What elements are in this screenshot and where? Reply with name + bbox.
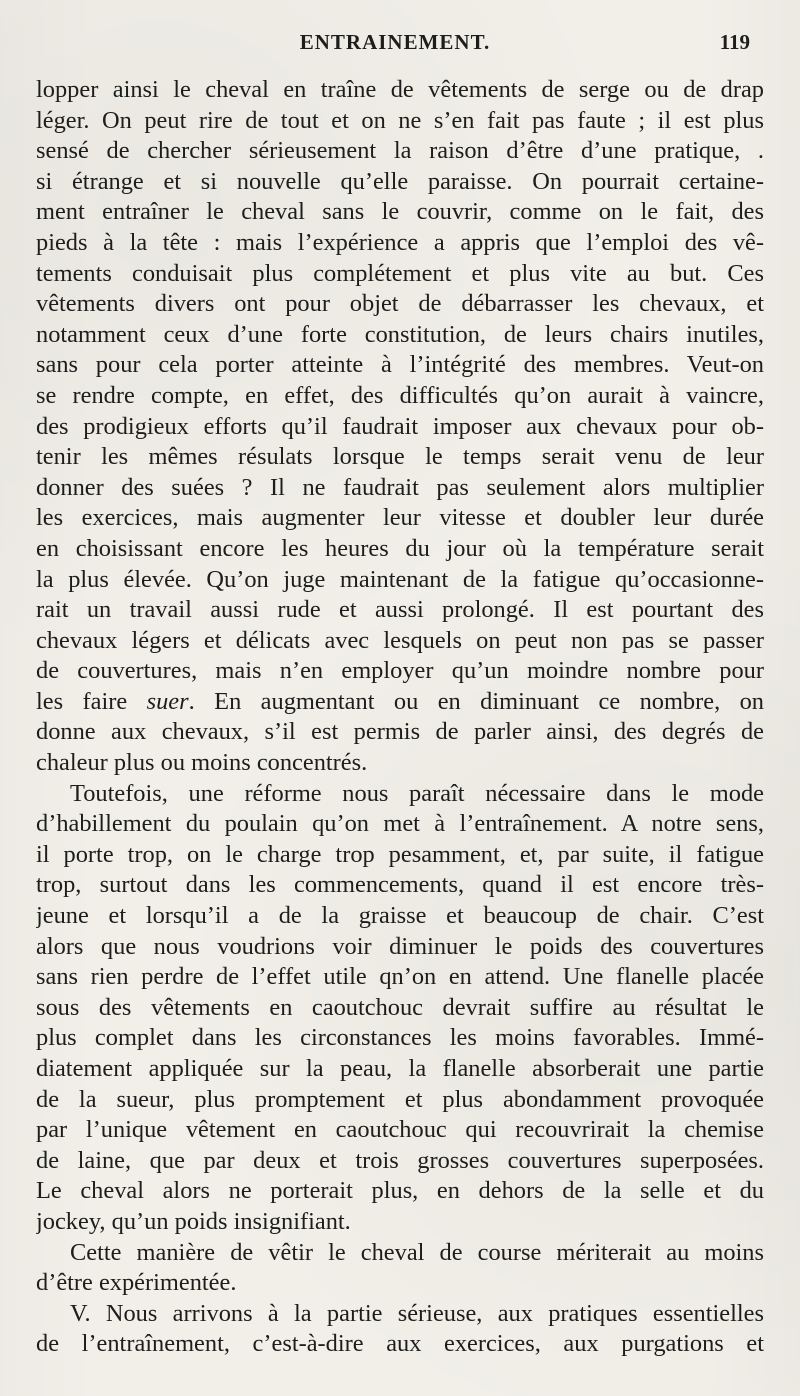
- text-line: jeune et lorsqu’il a de la graisse et beaucoup de chair. C’est: [36, 902, 764, 930]
- text-line: léger. On peut rire de tout et on ne s’en fait pas faute ; il est plus: [36, 106, 764, 134]
- text-line: chevaux légers et délicats avec lesquels on peut non pas se passer: [36, 626, 764, 654]
- text-line: d’être expérimentée.: [36, 1269, 237, 1297]
- text-line: se rendre compte, en effet, des difficultés qu’on aurait à vaincre,: [36, 381, 764, 409]
- text-line: il porte trop, on le charge trop pesamment, et, par suite, il fatigue: [36, 840, 764, 868]
- page-title: ENTRAINEMENT.: [299, 30, 491, 54]
- text-line: les exercices, mais augmenter leur vitesse et doubler leur durée: [36, 504, 764, 532]
- text-line: d’habillement du poulain qu’on met à l’entraînement. A notre sens,: [36, 810, 764, 838]
- text-line: des prodigieux efforts qu’il faudrait imposer aux chevaux pour ob-: [36, 412, 764, 440]
- line-start: les faire: [36, 687, 147, 715]
- text-line: sous des vêtements en caoutchouc devrait suffire au résultat le: [36, 993, 764, 1021]
- text-line: ment entraîner le cheval sans le couvrir, comme on le fait, des: [36, 198, 764, 226]
- text-line: sensé de chercher sérieusement la raison d’être d’une pratique, .: [36, 137, 764, 165]
- text-line: de la sueur, plus promptement et plus abondamment provoquée: [36, 1085, 764, 1113]
- text-line: tements conduisait plus complétement et plus vite au but. Ces: [36, 259, 764, 287]
- text-line: si étrange et si nouvelle qu’elle paraisse. On pourrait certaine-: [36, 167, 764, 195]
- text-line: lopper ainsi le cheval en traîne de vêtements de serge ou de drap: [36, 76, 764, 103]
- body-text: [36, 75, 764, 1360]
- text-line: jockey, qu’un poids insignifiant.: [36, 1207, 351, 1235]
- text-line: sans pour cela porter atteinte à l’intégrité des membres. Veut-on: [36, 351, 764, 379]
- italic-word: suer: [146, 687, 189, 715]
- line-end: . En augmentant ou en diminuant ce nombre, on: [188, 687, 764, 715]
- text-line: notamment ceux d’une forte constitution, de leurs chairs inutiles,: [36, 320, 764, 348]
- text-line: de l’entraînement, c’est-à-dire aux exercices, aux purgations et: [36, 1330, 764, 1358]
- text-line: sans rien perdre de l’effet utile qn’on en attend. Une flanelle placée: [36, 963, 764, 991]
- text-line: pieds à la tête : mais l’expérience a appris que l’emploi des vê-: [36, 228, 764, 256]
- text-line: alors que nous voudrions voir diminuer le poids des couvertures: [36, 932, 764, 960]
- text-line: de laine, que par deux et trois grosses couvertures superposées.: [36, 1146, 764, 1174]
- text-line: plus complet dans les circonstances les moins favorables. Immé-: [36, 1024, 764, 1052]
- text-line: de couvertures, mais n’en employer qu’un moindre nombre pour: [36, 657, 764, 685]
- text-line: vêtements divers ont pour objet de débarrasser les chevaux, et: [36, 290, 764, 318]
- page-number: 119: [719, 30, 750, 54]
- text-line: par l’unique vêtement en caoutchouc qui recouvrirait la chemise: [36, 1116, 764, 1144]
- text-line: donne aux chevaux, s’il est permis de parler ainsi, des degrés de: [36, 718, 764, 746]
- text-line: Le cheval alors ne porterait plus, en dehors de la selle et du: [36, 1177, 764, 1205]
- text-line: donner des suées ? Il ne faudrait pas seulement alors multiplier: [36, 473, 764, 501]
- text-line: diatement appliquée sur la peau, la flanelle absorberait une partie: [36, 1055, 764, 1082]
- text-line: chaleur plus ou moins concentrés.: [36, 749, 368, 777]
- running-header: [36, 30, 754, 64]
- text-line: la plus élevée. Qu’on juge maintenant de la fatigue qu’occasionne-: [36, 565, 764, 593]
- text-line: tenir les mêmes résulats lorsque le temps serait venu de leur: [36, 443, 764, 471]
- text-line: trop, surtout dans les commencements, quand il est encore très-: [36, 871, 764, 899]
- text-line: Toutefois, une réforme nous paraît nécessaire dans le mode: [70, 779, 764, 807]
- text-line: V. Nous arrivons à la partie sérieuse, aux pratiques essentielles: [70, 1299, 764, 1327]
- text-line: en choisissant encore les heures du jour où la température serait: [36, 534, 764, 562]
- text-line-with-italic: [36, 687, 764, 718]
- text-line: Cette manière de vêtir le cheval de course mériterait au moins: [70, 1238, 764, 1266]
- text-line: rait un travail aussi rude et aussi prolongé. Il est pourtant des: [36, 596, 764, 624]
